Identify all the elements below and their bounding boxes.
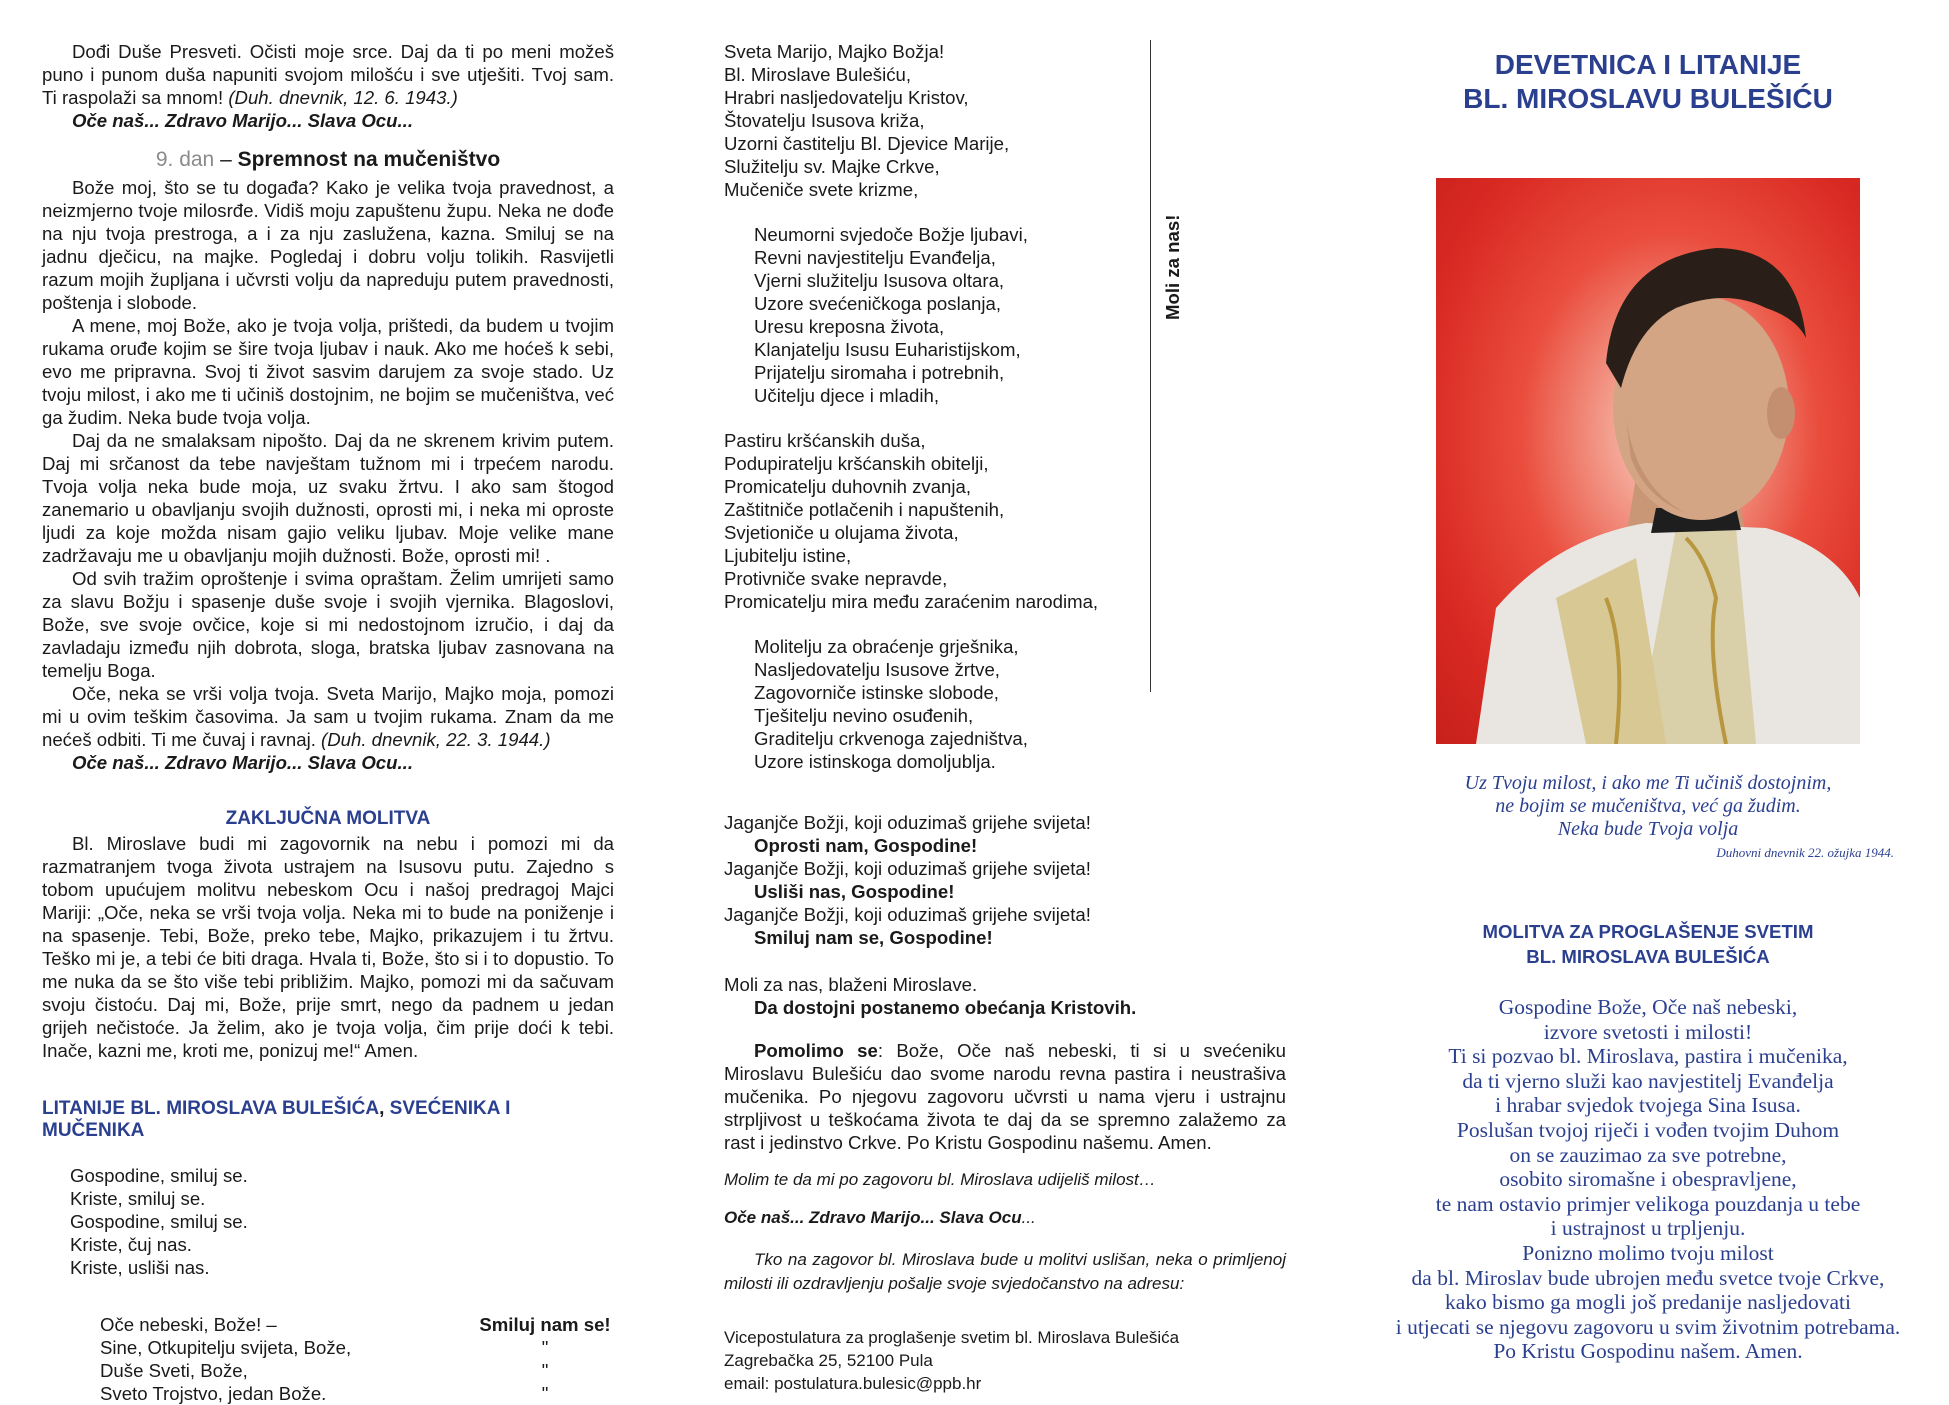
litany-heading: LITANIJE BL. MIROSLAVA BULEŠIĆA, SVEĆENIKA I MUČENIKA xyxy=(42,1098,511,1141)
litany-group xyxy=(724,223,1286,407)
list-item: Sveta Marijo, Majko Božja! xyxy=(724,41,945,62)
list-item: Ljubitelju istine, xyxy=(724,545,852,566)
intro-prayer: Dođi Duše Presveti. Očisti moje srce. Daj da ti po meni možeš puno i punom duša napuniti svojom milošću i sve utješiti. Tvoj sam. Ti raspolaži sa mnom! (Duh. dnevnik, 12. 6. 1943.) xyxy=(42,41,614,108)
refrain: Oče naš... Zdravo Marijo... Slava Ocu... xyxy=(72,110,414,131)
day-paragraph: Bože moj, što se tu događa? Kako je velika tvoja pravednost, a neizmjerno tvoje milosrđe. Vidiš moju zapuštenu župu. Neka ne dođe na nju tvoja prestroga, a i za nju zaslužena, kazna. Smiluj se na jadnu dječicu, na majke. Pogledaj i dobru volju tolikih. Rasvijetli razum mojih župljana i učvrsti volju da napreduju putem pravednosti, poštenja i slobode. xyxy=(42,177,614,313)
list-item: Sine, Otkupitelju svijeta, Bože, " xyxy=(100,1337,549,1358)
list-item: Nasljedovatelju Isusove žrtve, xyxy=(754,659,1000,680)
list-item: Mučeniče svete krizme, xyxy=(724,179,919,200)
list-item: Revni navjestitelju Evanđelja, xyxy=(754,247,996,268)
list-item: Vjerni služitelju Isusova oltara, xyxy=(754,270,1005,291)
list-item: Protivniče svake nepravde, xyxy=(724,568,948,589)
middle-panel xyxy=(724,40,1286,1395)
testimony-note: Tko na zagovor bl. Miroslava bude u molitvi uslišan, neka o primljenoj milosti ili ozdravljenju pošalje svoje svjedočanstvo na adresu: xyxy=(724,1250,1286,1293)
cover-title: DEVETNICA I LITANIJE BL. MIROSLAVU BULEŠIĆU xyxy=(1463,49,1833,114)
quote-source: Duhovni dnevnik 22. ožujka 1944. xyxy=(1716,845,1894,860)
list-item: Uzore svećeničkoga poslanja, xyxy=(754,293,1002,314)
list-item: Zaštitniče potlačenih i napuštenih, xyxy=(724,499,1005,520)
kyrie-list xyxy=(70,1164,614,1279)
day-paragraph: Od svih tražim oproštenje i svima opraštam. Želim umrijeti samo za slavu Božju i spasenje duše svoje i svojih vjernika. Blagoslovi, Bože, sve svoje ovčice, koje si mi nedostojnom izručio, i daj da zavladaju između njih dobrota, sloga, bratska ljubav zasnovana na temelju Boga. xyxy=(42,568,614,681)
list-item: Služitelju sv. Majke Crkve, xyxy=(724,156,940,177)
refrain-line: Oče naš... Zdravo Marijo... Slava Ocu... xyxy=(724,1208,1036,1227)
litany-divider xyxy=(1150,40,1151,692)
list-item: Duše Sveti, Bože, " xyxy=(100,1360,549,1381)
list-item: Tješitelju nevino osuđenih, xyxy=(754,705,974,726)
litany-group xyxy=(724,635,1286,773)
closing-prayer-heading: ZAKLJUČNA MOLITVA xyxy=(225,808,431,829)
list-item: Promicatelju duhovnih zvanja, xyxy=(724,476,972,497)
list-item: Uresu kreposna života, xyxy=(754,316,945,337)
right-panel xyxy=(1378,40,1918,1364)
portrait-image xyxy=(1436,178,1860,744)
list-item: Neumorni svjedoče Božje ljubavi, xyxy=(754,224,1028,245)
list-item: Oče nebeski, Bože! – Smiluj nam se! xyxy=(100,1314,611,1335)
canonization-prayer: Gospodine Bože, Oče naš nebeski, izvore svetosti i milosti! Ti si pozvao bl. Miroslava, pastira i mučenika, da ti vjerno služi kao navjestitelj Evanđelja i hrabar svjedok tvojega Sina Isusa. Poslušan tvojoj riječi i vođen tvojim Duhom on se zauzimao za sve potrebne, osobito siromašne i obespravljene, te nam ostavio primjer velikoga pouzdanja u tebe i ustrajnost u trpljenju. Ponizno molimo tvoju milost da bl. Miroslav bude ubrojen među svetce tvoje Crkve, kako bismo ga mogli još predanije nasljedovati i utjecati se njegovu zagovoru u svim životnim potrebama. Po Kristu Gospodinu našem. Amen. xyxy=(1395,995,1901,1364)
list-item: Gospodine, smiluj se. xyxy=(70,1165,248,1186)
list-item: Graditelju crkvenoga zajedništva, xyxy=(754,728,1028,749)
list-item: Učitelju djece i mladih, xyxy=(754,385,939,406)
intention-line: Molim te da mi po zagovoru bl. Miroslava udijeliš milost… xyxy=(724,1170,1156,1189)
closing-prayer-text: Bl. Miroslave budi mi zagovornik na nebu i pomozi mi da razmatranjem tvoga života ustrajem na Isusovu putu. Zajedno s tobom upućujem molitvu nebeskom Ocu i našoj predragoj Majci Mariji: „Oče, neka se vrši tvoja volja. Neka mi to bude na poniženje i na spasenje. Tebi, Bože, preko tebe, Majko, prikazujem i tu žrtvu. Teško mi je, a tebi će biti draga. Hvala ti, Bože, što si i to dopustio. To me nuka da se što više tebi približim. Majko, pomozi mi da sačuvam svoju čistoću. Daj mi, Bože, prije smrt, nego da padnem u jedan grijeh nečistoće. Ja želim, ako je tvoja volja, čim prije doći k tebi. Inače, kazni me, kroti me, ponizuj me!“ Amen. xyxy=(42,833,614,1061)
day-paragraph: Daj da ne smalaksam nipošto. Daj da ne skrenem krivim putem. Daj mi srčanost da tebe navještam tužnom mi i trpećem narodu. Tvoja volja neka bude moja, uz svaku žrtvu. I ako sam štogod zanemario u obavljanju svojih dužnosti, oprosti mi, i neka mi oproste ljudi za koje možda nisam gajio veliku ljubav. Moje velike mane zadržavaju me u obavljanju mojih dužnosti. Bože, oprosti mi! . xyxy=(42,430,614,566)
diary-quote: Uz Tvoju milost, i ako me Ti učiniš dostojnim, ne bojim se mučeništva, već ga žudim. Neka bude Tvoja volja xyxy=(1464,772,1832,840)
list-item: Uzore istinskoga domoljublja. xyxy=(754,751,996,772)
litany-group xyxy=(724,429,1286,613)
list-item: Hrabri nasljedovatelju Kristov, xyxy=(724,87,969,108)
agnus-dei: Jaganjče Božji, koji oduzimaš grijehe svijeta! Oprosti nam, Gospodine! Jaganjče Božji, koji oduzimaš grijehe svijeta! Usliši nas, Gospodine! Jaganjče Božji, koji oduzimaš grijehe svijeta! Smiluj nam se, Gospodine! xyxy=(724,812,1091,948)
response: Da dostojni postanemo obećanja Kristovih. xyxy=(754,997,1137,1018)
versicle: Moli za nas, blaženi Miroslave. xyxy=(724,974,978,995)
portrait-figure xyxy=(1436,178,1860,744)
list-item: Zagovorniče istinske slobode, xyxy=(754,682,999,703)
day-paragraph: A mene, moj Bože, ako je tvoja volja, prištedi, da budem u tvojim rukama oruđe kojim se šire tvoja ljubav i nauk. Ako me hoćeš k sebi, evo me pripravna. Svoj ti život sasvim darujem za svoje stado. Uz tvoju milost, i ako me ti učiniš dostojnim, ne bojim se mučeništva, već ga žudim. Neka bude tvoja volja. xyxy=(42,315,614,428)
list-item: Štovatelju Isusova križa, xyxy=(724,110,925,131)
list-item: Uzorni častitelju Bl. Djevice Marije, xyxy=(724,133,1010,154)
list-item: Gospodine, smiluj se. xyxy=(70,1211,248,1232)
day-heading: 9. dan – Spremnost na mučeništvo xyxy=(155,148,501,171)
vertical-response-label: Moli za nas! xyxy=(1162,214,1183,320)
litany-group xyxy=(724,40,1286,201)
invocation-list xyxy=(100,1313,620,1405)
list-item: Bl. Miroslave Bulešiću, xyxy=(724,64,912,85)
list-item: Sveto Trojstvo, jedan Bože. " xyxy=(100,1383,549,1404)
address-block: Vicepostulatura za proglašenje svetim bl. Miroslava Bulešića Zagrebačka 25, 52100 Pula email: postulatura.bulesic@ppb.hr xyxy=(724,1328,1180,1393)
list-item: Pastiru kršćanskih duša, xyxy=(724,430,926,451)
list-item: Svjetioniče u olujama života, xyxy=(724,522,959,543)
list-item: Kriste, smiluj se. xyxy=(70,1188,206,1209)
list-item: Kriste, čuj nas. xyxy=(70,1234,192,1255)
list-item: Kriste, usliši nas. xyxy=(70,1257,210,1278)
oremus-prayer: Pomolimo se: Bože, Oče naš nebeski, ti si u svećeniku Miroslavu Bulešiću dao svome narodu revna pastira i neustrašiva mučenika. Po njegovu zagovoru učvrsti u nama vjeru i ustrajnu strpljivost u teškoćama života te daj da se spremno zalažemo za rast i jedinstvo Crkve. Po Kristu Gospodinu našemu. Amen. xyxy=(724,1040,1286,1153)
refrain: Oče naš... Zdravo Marijo... Slava Ocu... xyxy=(72,752,414,773)
left-panel xyxy=(42,40,614,1405)
list-item: Podupiratelju kršćanskih obitelji, xyxy=(724,453,989,474)
canonization-prayer-heading: MOLITVA ZA PROGLAŠENJE SVETIM BL. MIROSLAVA BULEŠIĆA xyxy=(1482,921,1814,967)
day-paragraph: Oče, neka se vrši volja tvoja. Sveta Marijo, Majko moja, pomozi mi u ovim teškim časovima. Ja sam u tvojim rukama. Znam da me nećeš odbiti. Ti me čuvaj i ravnaj. (Duh. dnevnik, 22. 3. 1944.) xyxy=(42,683,614,750)
list-item: Prijatelju siromaha i potrebnih, xyxy=(754,362,1005,383)
list-item: Klanjatelju Isusu Euharistijskom, xyxy=(754,339,1021,360)
list-item: Promicatelju mira među zaraćenim narodima, xyxy=(724,591,1099,612)
list-item: Molitelju za obraćenje grješnika, xyxy=(754,636,1019,657)
